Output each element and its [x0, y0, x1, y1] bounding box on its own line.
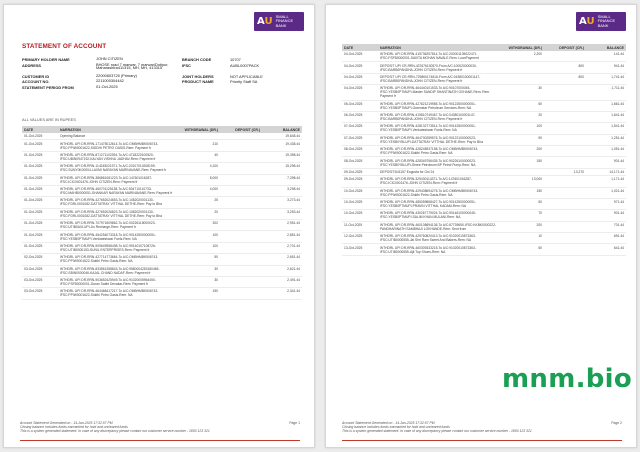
col-balance: BALANCE	[262, 126, 302, 133]
cell-deposit	[544, 221, 586, 232]
table-row	[342, 210, 626, 221]
cell-date: 04-Oct-2025	[342, 73, 378, 84]
cell-balance: 2,951.44	[262, 220, 302, 231]
cell-balance: 3,273.44	[262, 197, 302, 208]
cell-narration: WTHDRL UPI DR-RRN-427821219985-To A/C:90122500000051-IFSC:YESB0PTMUPI-Greenstar Petroleum Services-Rem: NA	[378, 100, 500, 111]
table-row	[342, 176, 626, 187]
transactions-body	[342, 51, 626, 255]
col-deposit: DEPOSIT (CR.)	[220, 126, 262, 133]
cell-balance: 2,491.44	[262, 276, 302, 287]
cell-deposit	[544, 146, 586, 157]
cell-narration: WTHDRL UPI DR-RRN-171475012614-To A/C:OMBHMBK506743-IFSC:PPIW0001622-SIDDHI PETRO OASIS-Rem: Payment fr	[58, 140, 178, 151]
cell-balance: 1,711.44	[586, 85, 626, 100]
table-row	[342, 111, 626, 122]
cell-date: 04-Oct-2025	[342, 51, 378, 62]
cell-deposit	[220, 220, 262, 231]
cell-balance: 19,438.44	[262, 140, 302, 151]
joint-holders-value: NOT APPLICABLE	[230, 73, 263, 79]
cell-deposit	[220, 288, 262, 299]
cell-narration: WTHDRL UPI DR-RRN-460108694136-To A/C:87739650-IFSC:KKBK0000222-PANDHARINATH SAMBHAJI LOKHANDE-Rem: Sent from	[378, 221, 500, 232]
cell-date: 10-Oct-2025	[342, 187, 378, 198]
table-row	[22, 288, 302, 299]
footer-disclaimer: This is a system generated statement. In case of any discrepancy please contact our customer service number - 1800 123 321	[342, 429, 532, 433]
cell-balance: 691.44	[586, 233, 626, 244]
cell-balance: 2,701.44	[262, 242, 302, 253]
table-row	[342, 187, 626, 198]
cell-deposit	[220, 133, 262, 140]
cell-date: 02-Oct-2025	[22, 254, 58, 265]
cell-date: 01-Oct-2025	[22, 242, 58, 253]
cell-narration: WTHDRL UPI DR-RRN-415736257814-To A/C:200001105022471-IFSC:FSFB0000001-SAVITA MOHAN NAVALE-Rem: LoanPayment	[378, 51, 500, 62]
table-row	[22, 231, 302, 242]
primary-holder-value: JOHN CITIZEN	[96, 56, 123, 61]
cell-withdrawal: 20	[500, 111, 544, 122]
cell-withdrawal: 302	[178, 220, 220, 231]
cell-withdrawal: 150	[500, 157, 544, 168]
cell-date: 05-Oct-2025	[342, 100, 378, 111]
cell-date: 01-Oct-2025	[22, 163, 58, 174]
cell-deposit	[220, 151, 262, 162]
account-no-value: 2211000304442	[96, 78, 124, 84]
cell-deposit: 13,270	[544, 168, 586, 175]
cell-narration: WTHDRL UPI DR-RRN-909649958498-To A/C:99140107108726-IFSC:UTIB0000153-SUNIL ENTERPRISES-Rem: Payment fr	[58, 242, 178, 253]
cell-narration: WTHDRL UPI DR-RRN-386861081223-To A/C:147601016287-IFSC:ICIC0001476-JOHN CITIZEN-Rem: Payment fr	[58, 174, 178, 185]
cell-date: 09-Oct-2025	[342, 176, 378, 187]
cell-date: 10-Oct-2025	[342, 210, 378, 221]
transactions-table	[342, 44, 626, 256]
table-row	[22, 163, 302, 174]
table-row	[22, 220, 302, 231]
cell-deposit	[220, 242, 262, 253]
table-row	[342, 123, 626, 134]
statement-period-value: 01-Oct-2025	[96, 83, 118, 89]
table-row	[342, 168, 626, 175]
table-row	[22, 140, 302, 151]
cell-date: 01-Oct-2025	[22, 133, 58, 140]
table-row	[22, 197, 302, 208]
cell-balance: 141.44	[586, 51, 626, 62]
table-row	[342, 233, 626, 244]
cell-deposit	[220, 276, 262, 287]
cell-deposit	[544, 111, 586, 122]
cell-date: 03-Oct-2025	[22, 265, 58, 276]
cell-balance: 1,051.44	[586, 146, 626, 157]
branch-code-label: BRANCH CODE	[182, 57, 212, 62]
cell-balance: 901.44	[586, 210, 626, 221]
cell-date: 01-Oct-2025	[22, 140, 58, 151]
cell-withdrawal: 4,000	[178, 185, 220, 196]
info-row	[22, 63, 302, 74]
cell-withdrawal: 90	[500, 134, 544, 145]
cell-date: 07-Oct-2025	[342, 123, 378, 134]
page-footer	[342, 421, 622, 433]
cell-narration: WTHDRL UPI DR-RRN-429408694275-To A/C:OMBHMBK506743-IFSC:PPIW0001622-Siddhi Petro Oasis-Rem: NA	[378, 187, 500, 198]
col-date: DATE	[342, 44, 378, 51]
page-number: Page 1	[289, 421, 300, 425]
statement-title: STATEMENT OF ACCOUNT	[22, 43, 107, 50]
cell-deposit	[544, 100, 586, 111]
bank-logo	[576, 12, 626, 31]
cell-narration: WTHDRL UPI DR-RRN-427652026823-To A/C:1082020001130-IFSC:FDRL0001082-DATTATRAY VITTHAL DETHE-Rem: Pay to Bha	[58, 208, 178, 219]
cell-narration: WTHDRL UPI DR-RRN-460309333215-To A/C:91020010873363-IFSC:UTIB0000555-Ajit Top Shoes-Rem: NA	[378, 244, 500, 255]
account-info	[22, 57, 302, 90]
cell-deposit	[544, 51, 586, 62]
cell-deposit	[544, 134, 586, 145]
cell-date: 13-Oct-2025	[342, 244, 378, 255]
cell-deposit	[220, 197, 262, 208]
cell-deposit	[544, 157, 586, 168]
cell-deposit	[220, 163, 262, 174]
cell-date: 01-Oct-2025	[22, 185, 58, 196]
joint-holders-label: JOINT HOLDERS	[182, 73, 214, 79]
cell-deposit	[220, 174, 262, 185]
cell-withdrawal: 50	[500, 244, 544, 255]
table-row	[342, 244, 626, 255]
cell-deposit	[220, 254, 262, 265]
table-row	[22, 254, 302, 265]
address-value: BHOSE road 7 marwar, 7 marwar/Dotipur, Maharashtra411315, MH, MH, 413315	[96, 61, 169, 71]
cell-withdrawal: 30	[500, 85, 544, 100]
cell-withdrawal: 10	[500, 233, 544, 244]
statement-page-1	[3, 4, 315, 448]
cell-narration: DEPOSIT UPI CR-RRN-437676130570-From A/C:100020000030-IFSC:BARB0PANDHA-JOHN CITIZEN-Rem: Payment fr	[378, 62, 500, 73]
cell-deposit	[544, 187, 586, 198]
table-row	[22, 185, 302, 196]
statement-period-label: STATEMENT PERIOD FROM	[22, 84, 74, 90]
table-row	[22, 265, 302, 276]
customer-id-label: CUSTOMER ID	[22, 73, 50, 79]
table-row	[342, 85, 626, 100]
table-row	[22, 174, 302, 185]
table-row	[342, 134, 626, 145]
cell-balance: 1,251.44	[586, 134, 626, 145]
cell-balance: 2,651.44	[262, 254, 302, 265]
table-row	[22, 276, 302, 287]
cell-balance: 701.44	[586, 221, 626, 232]
primary-holder-label: PRIMARY HOLDER NAME	[22, 57, 70, 62]
cell-balance: 3,253.44	[262, 208, 302, 219]
cell-withdrawal: 150	[178, 288, 220, 299]
logo-text: SMALL FINANCE BANK	[275, 13, 294, 28]
customer-id-value: 22000603725 (Primary)	[96, 72, 137, 78]
col-date: DATE	[22, 126, 58, 133]
cell-withdrawal	[178, 133, 220, 140]
table-row	[342, 73, 626, 84]
footer-closing-note: Closing balance includes funds earmarked for hold and uncleared funds	[20, 425, 128, 429]
cell-deposit	[544, 85, 586, 100]
cell-balance: 901.44	[586, 157, 626, 168]
cell-narration: WTHDRL UPI DR-RRN-464700289576-To A/C:90122100000023-IFSC:YESB0YBLUPI-DATTATRAY VITTHAL DETHE-Rem: Pay to Bha	[378, 134, 500, 145]
table-row	[22, 208, 302, 219]
cell-balance: 3,298.44	[262, 185, 302, 196]
cell-withdrawal: 13,000	[500, 176, 544, 187]
cell-deposit	[544, 210, 586, 221]
cell-date: 01-Oct-2025	[22, 197, 58, 208]
cell-balance: 641.44	[586, 244, 626, 255]
cell-deposit	[220, 208, 262, 219]
logo-mark: AU	[579, 15, 595, 27]
cell-balance: 1,661.44	[586, 100, 626, 111]
logo-text: SMALL FINANCE BANK	[597, 13, 616, 28]
cell-date: 01-Oct-2025	[22, 151, 58, 162]
product-name-value: Priority Staff SA	[230, 79, 258, 85]
cell-date: 01-Oct-2025	[22, 174, 58, 185]
cell-date: 01-Oct-2025	[22, 231, 58, 242]
table-row	[342, 157, 626, 168]
cell-balance: 1,541.44	[586, 123, 626, 134]
cell-withdrawal: 50	[178, 254, 220, 265]
cell-withdrawal: 25	[178, 197, 220, 208]
table-header	[342, 44, 626, 51]
cell-date: 04-Oct-2025	[342, 62, 378, 73]
col-narration: NARRATION	[58, 126, 178, 133]
table-row	[342, 62, 626, 73]
cell-balance: 2,851.44	[262, 231, 302, 242]
table-row	[22, 242, 302, 253]
cell-deposit: 800	[544, 73, 586, 84]
page-footer	[20, 421, 300, 433]
table-header	[22, 126, 302, 133]
cell-balance: 1,641.44	[586, 111, 626, 122]
col-balance: BALANCE	[586, 44, 626, 51]
cell-date: 08-Oct-2025	[342, 146, 378, 157]
cell-narration: WTHDRL UPI DR-RRN-833561358843-To A/C:9580004253180465-IFSC:SBIN0000046-KAJAL CHAND NADAF-Rem: Payment fr	[58, 265, 178, 276]
cell-narration: WTHDRL UPI DR-RRN-114245021971-To A/C:20107010208199-IFSC:SUNY0K00004-LAXMI NARAYAN MARINAVANE-Rem: Payment fr	[58, 163, 178, 174]
cell-date: 11-Oct-2025	[342, 221, 378, 232]
cell-withdrawal: 100	[178, 242, 220, 253]
cell-balance: 19,398.44	[262, 151, 302, 162]
cell-narration: WTHDRL UPI DR-RRN-428349756435-To A/C:90226100000023-IFSC:YESB0YBLUPI-Shree Petroleum BP Petrol Pump-Rem: NA	[378, 157, 500, 168]
cell-date: 06-Oct-2025	[342, 111, 378, 122]
cell-balance: 2,341.44	[262, 288, 302, 299]
cell-withdrawal: 30	[178, 265, 220, 276]
transactions-body	[22, 133, 302, 299]
cell-balance: 1,741.44	[586, 73, 626, 84]
cell-withdrawal	[500, 168, 544, 175]
cell-withdrawal	[500, 73, 544, 84]
cell-narration: WTHDRL UPI DR-RRN-419810749467-To A/C:04380100001147-IFSC:BARB0PANDHA-JOHN CITIZEN-Rem: Payment fr	[378, 111, 500, 122]
footer-generated: Account Statement Generated on - 14-Jan-2025 17:32:57 PM	[342, 421, 435, 425]
footer-generated: Account Statement Generated on - 14-Jan-2025 17:32:57 PM	[20, 421, 113, 425]
account-no-label: ACCOUNT NO.	[22, 79, 50, 85]
cell-narration: WTHDRL UPI DR-RRN-871271102394-To A/C:4718220100520-IFSC:UBIN0947192-KALYAN VISHNU JADHAV-Rem: Payment fr	[58, 151, 178, 162]
table-row	[342, 100, 626, 111]
cell-deposit	[220, 231, 262, 242]
cell-date: 01-Oct-2025	[22, 208, 58, 219]
page-number: Page 2	[611, 421, 622, 425]
cell-deposit	[220, 140, 262, 151]
cell-deposit	[544, 233, 586, 244]
cell-deposit	[220, 185, 262, 196]
cell-balance: 19,648.44	[262, 133, 302, 140]
cell-withdrawal: 30	[178, 276, 220, 287]
cell-withdrawal: 100	[500, 123, 544, 134]
cell-narration: WTHDRL UPI DR-RRN-329430114371-To A/C:147601016287-IFSC:ICIC0001476-JOHN CITIZEN-Rem: Payment fr	[378, 176, 500, 187]
cell-date: 09-Oct-2025	[342, 168, 378, 175]
product-name-label: PRODUCT NAME	[182, 79, 214, 85]
table-row	[342, 221, 626, 232]
cell-deposit: 800	[544, 62, 586, 73]
cell-date: 12-Oct-2025	[342, 233, 378, 244]
cell-withdrawal: 50	[500, 198, 544, 209]
bank-logo	[254, 12, 304, 31]
table-row	[342, 51, 626, 62]
watermark-text: mnm.bio	[502, 364, 633, 394]
values-note: ALL VALUES ARE IN RUPEES	[22, 117, 76, 122]
cell-narration: WTHDRL UPI DR-RRN-428132773514-To A/C:90142500000051-IFSC:YESB0PTMUPI-Venkateshwar Fuels-Rem: NA	[378, 123, 500, 134]
col-deposit: DEPOSIT (CR.)	[544, 44, 586, 51]
table-row	[22, 133, 302, 140]
ifsc-value: AUBL0007PACK	[230, 62, 260, 68]
cell-date: 08-Oct-2025	[342, 157, 378, 168]
cell-balance: 2,621.44	[262, 265, 302, 276]
cell-withdrawal: 20	[178, 208, 220, 219]
col-withdrawal: WITHDRAWAL (DR.)	[178, 126, 220, 133]
cell-narration: WTHDRL UPI DR-RRN-427652024653-To A/C:1082020001130-IFSC:FDRL0001082-DATTATRAY VITTHAL DETHE-Rem: Pay to Bha	[58, 197, 178, 208]
cell-narration: WTHDRL UPI DR-RRN-427714773664-To A/C:OMBHMBK506743-IFSC:PPIW0001622-Siddhi Petro Oasis-Rem: NA	[58, 254, 178, 265]
branch-code-value: 10707	[230, 57, 241, 62]
cell-balance: 971.44	[586, 198, 626, 209]
cell-narration: WTHDRL UPI DR-RRN-460701125138-To A/C:504710110733-IFSC:MAHB0000051-SHANKAR NARAYAN MARINAVANE-Rem: Payment fr	[58, 185, 178, 196]
table-row	[22, 151, 302, 162]
cell-withdrawal: 8,000	[178, 174, 220, 185]
cell-date: 10-Oct-2025	[342, 198, 378, 209]
cell-balance: 15,298.44	[262, 163, 302, 174]
table-row	[342, 198, 626, 209]
cell-withdrawal: 150	[500, 187, 544, 198]
cell-narration: DEPOSIT:841157 Eugosta for Oct 24	[378, 168, 500, 175]
cell-withdrawal: 2,200	[500, 51, 544, 62]
cell-withdrawal: 200	[500, 146, 544, 157]
cell-withdrawal: 4,100	[178, 163, 220, 174]
footer-closing-note: Closing balance includes funds earmarked for hold and uncleared funds	[342, 425, 450, 429]
cell-deposit	[544, 176, 586, 187]
cell-narration: Opening Balance	[58, 133, 178, 140]
cell-date: 01-Oct-2025	[22, 220, 58, 231]
cell-deposit	[544, 198, 586, 209]
cell-withdrawal	[500, 62, 544, 73]
cell-date: 03-Oct-2025	[22, 288, 58, 299]
logo-mark: AU	[257, 15, 273, 27]
address-label: ADDRESS	[22, 62, 42, 68]
cell-withdrawal: 200	[500, 221, 544, 232]
cell-narration: WTHDRL UPI DR-RRN-429760820413-To A/C:91020010873363-IFSC:UTIB0000555-Jai Shri Ram Sweet And Bakers-Rem: NA	[378, 233, 500, 244]
info-row	[22, 85, 302, 91]
footer-rule	[342, 440, 622, 441]
col-narration: NARRATION	[378, 44, 500, 51]
cell-narration: WTHDRL UPI DR-RRN-903652425949-To A/C:91020005964450-IFSC:FSFB0000001-Gurav Sabbi Devakar-Rem: Payment fr	[58, 276, 178, 287]
cell-narration: DEPOSIT UPI CR-RRN-729860174616-From A/C:04380100001147-IFSC:BARB0PANDHA-JOHN CITIZEN-Rem: Payment fr	[378, 73, 500, 84]
ifsc-label: IFSC	[182, 62, 191, 68]
cell-narration: WTHDRL UPI DR-RRN-464468417217-To A/C:OMBHMBK506743-IFSC:PPIW0001622-Siddhi Petro Oasis-Rem: NA	[58, 288, 178, 299]
cell-narration: WTHDRL UPI DR-RRN-707971609862-To A/C:00226115000023-IFSC:UTIB0AXLUPI-Jio Recharge-Rem: Payment fr	[58, 220, 178, 231]
cell-withdrawal: 210	[178, 140, 220, 151]
cell-withdrawal: 40	[178, 151, 220, 162]
cell-date: 04-Oct-2025	[342, 85, 378, 100]
cell-deposit	[544, 123, 586, 134]
cell-withdrawal: 50	[500, 100, 544, 111]
cell-date: 03-Oct-2025	[22, 276, 58, 287]
cell-narration: WTHDRL UPI DR-RRN-428248937158-To A/C:OMBHMBK506743-IFSC:PPIW0001622-Siddhi Petro Oasis-Rem: NA	[378, 146, 500, 157]
footer-rule	[20, 440, 300, 441]
cell-date: 07-Oct-2025	[342, 134, 378, 145]
cell-narration: WTHDRL UPI DR-RRN-485059868427-To A/C:90142500000051-IFSC:YESB0PTMUPI-PRAVIN VITTHAL KADAM-Rem: NA	[378, 198, 500, 209]
cell-narration: WTHDRL UPI DR-RRN-430267779024-To A/C:90146100000045-IFSC:YESB0PTMUPI-SALIM KHAN MULANI-Rem: NA	[378, 210, 500, 221]
cell-narration: WTHDRL UPI DR-RRN-454254073318-To A/C:90142500000051-IFSC:YESB0PTMUPI-Venkateshwar Fuels-Rem: NA	[58, 231, 178, 242]
cell-narration: WTHDRL UPI DR-RRN-464440101533-To A/C:90107000045-IFSC:YESB0PTMUPI-Master SANDIP SHANTINATH GVHANE-Rem: Rem Payment fr	[378, 85, 500, 100]
cell-deposit	[544, 244, 586, 255]
cell-deposit	[220, 265, 262, 276]
cell-balance: 1,171.44	[586, 176, 626, 187]
cell-balance: 941.44	[586, 62, 626, 73]
col-withdrawal: WITHDRAWAL (DR.)	[500, 44, 544, 51]
cell-withdrawal: 70	[500, 210, 544, 221]
cell-balance: 14,171.44	[586, 168, 626, 175]
cell-balance: 1,021.44	[586, 187, 626, 198]
transactions-table	[22, 126, 302, 300]
table-row	[342, 146, 626, 157]
cell-balance: 7,298.44	[262, 174, 302, 185]
cell-withdrawal: 100	[178, 231, 220, 242]
footer-disclaimer: This is a system generated statement. In case of any discrepancy please contact our customer service number - 1800 123 321	[20, 429, 210, 433]
